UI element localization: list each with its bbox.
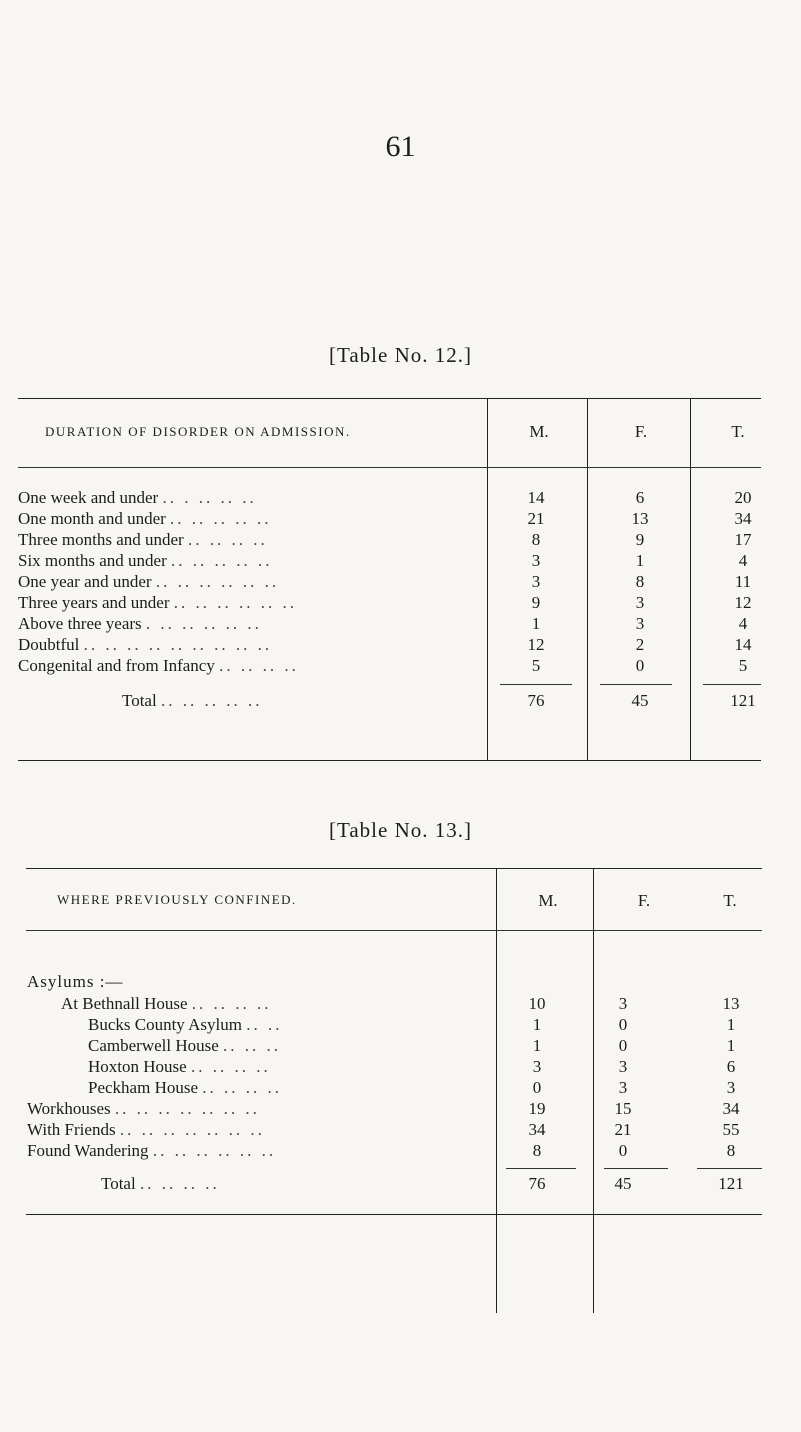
page-number: 61 <box>385 130 416 163</box>
table-12-header-description: DURATION OF DISORDER ON ADMISSION. <box>45 424 351 439</box>
table-12-header-f: F. <box>634 422 648 441</box>
table-13-title: [Table No. 13.] <box>329 818 472 842</box>
table-12-title: [Table No. 12.] <box>329 343 472 367</box>
table-13-header-m: M. <box>538 891 558 910</box>
table-13-header-f: F. <box>637 891 651 910</box>
table-12-header-m: M. <box>529 422 549 441</box>
table-12-header-t: T. <box>731 422 745 441</box>
table-13-header-description: WHERE PREVIOUSLY CONFINED. <box>57 892 297 907</box>
table-13-header-t: T. <box>723 891 737 910</box>
